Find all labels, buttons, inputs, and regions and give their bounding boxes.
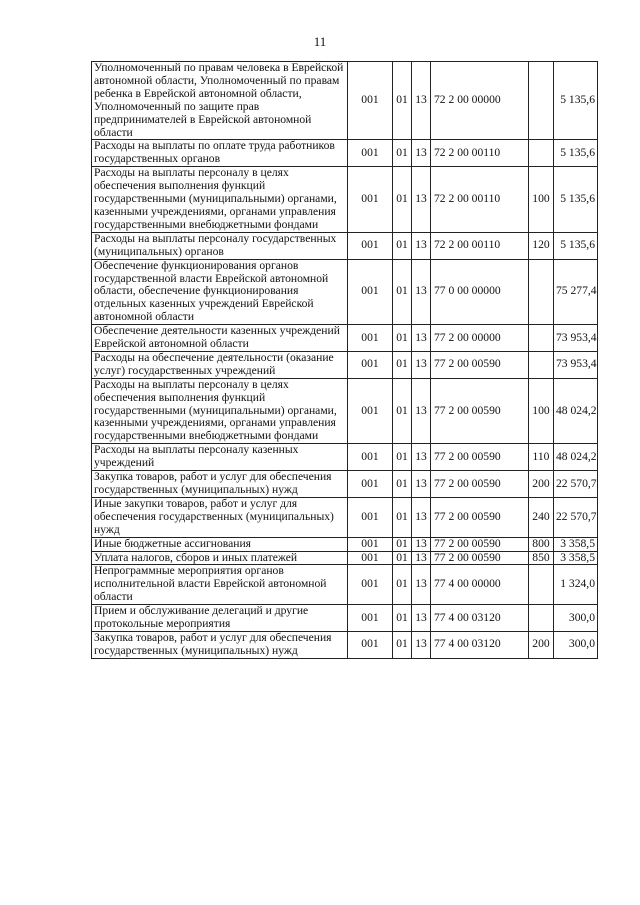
row-amount-cell: 3 358,5 — [554, 537, 598, 551]
row-amount-cell: 3 358,5 — [554, 551, 598, 565]
row-name-cell: Расходы на выплаты персоналу в целях обеспечения выполнения функций государственными (муниципальными) органами, казенными учреждениями, органами управления государственными внебюджетными фондами — [92, 167, 348, 233]
row-subsection-cell: 13 — [412, 551, 431, 565]
row-target-article-cell: 77 2 00 00590 — [431, 551, 529, 565]
table-row — [92, 259, 598, 325]
row-grbs-cell: 001 — [348, 62, 393, 140]
table-row — [92, 471, 598, 498]
row-grbs-cell: 001 — [348, 351, 393, 378]
page-number: 11 — [313, 34, 327, 49]
row-grbs-cell: 001 — [348, 605, 393, 632]
row-grbs-cell: 001 — [348, 471, 393, 498]
table-row — [92, 565, 598, 605]
row-name-cell: Иные бюджетные ассигнования — [92, 537, 348, 551]
row-name-cell: Уплата налогов, сборов и иных платежей — [92, 551, 348, 565]
row-grbs-cell: 001 — [348, 565, 393, 605]
row-subsection-cell: 13 — [412, 605, 431, 632]
row-amount-cell: 5 135,6 — [554, 140, 598, 167]
row-name-cell: Закупка товаров, работ и услуг для обеспечения государственных (муниципальных) нужд — [92, 471, 348, 498]
row-target-article-cell: 72 2 00 00110 — [431, 167, 529, 233]
row-amount-cell: 5 135,6 — [554, 167, 598, 233]
row-expense-type-cell: 240 — [529, 497, 554, 537]
row-subsection-cell: 13 — [412, 325, 431, 352]
row-amount-cell: 5 135,6 — [554, 62, 598, 140]
row-target-article-cell: 77 2 00 00590 — [431, 471, 529, 498]
table-row — [92, 497, 598, 537]
row-target-article-cell: 72 2 00 00110 — [431, 232, 529, 259]
row-target-article-cell: 77 4 00 03120 — [431, 631, 529, 658]
row-grbs-cell: 001 — [348, 444, 393, 471]
row-expense-type-cell — [529, 259, 554, 325]
row-subsection-cell: 13 — [412, 167, 431, 233]
table-row — [92, 444, 598, 471]
table-row — [92, 605, 598, 632]
row-expense-type-cell: 850 — [529, 551, 554, 565]
table-row — [92, 325, 598, 352]
table-row — [92, 140, 598, 167]
row-grbs-cell: 001 — [348, 378, 393, 444]
table-row — [92, 232, 598, 259]
row-expense-type-cell — [529, 140, 554, 167]
row-subsection-cell: 13 — [412, 444, 431, 471]
row-expense-type-cell — [529, 351, 554, 378]
row-section-cell: 01 — [393, 378, 412, 444]
row-amount-cell: 75 277,4 — [554, 259, 598, 325]
row-section-cell: 01 — [393, 537, 412, 551]
row-grbs-cell: 001 — [348, 259, 393, 325]
row-target-article-cell: 77 2 00 00590 — [431, 351, 529, 378]
row-grbs-cell: 001 — [348, 325, 393, 352]
row-name-cell: Расходы на выплаты персоналу казенных учреждений — [92, 444, 348, 471]
row-target-article-cell: 77 2 00 00000 — [431, 325, 529, 352]
row-target-article-cell: 72 2 00 00110 — [431, 140, 529, 167]
row-target-article-cell: 77 2 00 00590 — [431, 537, 529, 551]
row-amount-cell: 73 953,4 — [554, 351, 598, 378]
budget-table — [91, 61, 598, 659]
row-section-cell: 01 — [393, 631, 412, 658]
row-subsection-cell: 13 — [412, 537, 431, 551]
row-section-cell: 01 — [393, 551, 412, 565]
row-subsection-cell: 13 — [412, 140, 431, 167]
row-target-article-cell: 77 2 00 00590 — [431, 497, 529, 537]
row-subsection-cell: 13 — [412, 351, 431, 378]
row-grbs-cell: 001 — [348, 497, 393, 537]
row-name-cell: Непрограммные мероприятия органов исполнительной власти Еврейской автономной области — [92, 565, 348, 605]
row-amount-cell: 48 024,2 — [554, 378, 598, 444]
row-expense-type-cell: 200 — [529, 631, 554, 658]
row-grbs-cell: 001 — [348, 232, 393, 259]
row-expense-type-cell: 120 — [529, 232, 554, 259]
row-amount-cell: 300,0 — [554, 631, 598, 658]
row-target-article-cell: 77 2 00 00590 — [431, 378, 529, 444]
row-amount-cell: 48 024,2 — [554, 444, 598, 471]
row-name-cell: Расходы на выплаты по оплате труда работников государственных органов — [92, 140, 348, 167]
row-expense-type-cell: 100 — [529, 378, 554, 444]
row-grbs-cell: 001 — [348, 537, 393, 551]
row-name-cell: Обеспечение деятельности казенных учреждений Еврейской автономной области — [92, 325, 348, 352]
row-amount-cell: 22 570,7 — [554, 497, 598, 537]
row-section-cell: 01 — [393, 565, 412, 605]
row-amount-cell: 300,0 — [554, 605, 598, 632]
table-row — [92, 537, 598, 551]
row-expense-type-cell: 110 — [529, 444, 554, 471]
row-expense-type-cell — [529, 62, 554, 140]
table-row — [92, 378, 598, 444]
row-subsection-cell: 13 — [412, 232, 431, 259]
table-row — [92, 351, 598, 378]
row-name-cell: Расходы на выплаты персоналу в целях обеспечения выполнения функций государственными (муниципальными) органами, казенными учреждениями, органами управления государственными внебюджетными фондами — [92, 378, 348, 444]
row-grbs-cell: 001 — [348, 167, 393, 233]
row-target-article-cell: 77 0 00 00000 — [431, 259, 529, 325]
row-amount-cell: 5 135,6 — [554, 232, 598, 259]
row-section-cell: 01 — [393, 351, 412, 378]
row-amount-cell: 22 570,7 — [554, 471, 598, 498]
row-expense-type-cell — [529, 605, 554, 632]
row-expense-type-cell — [529, 565, 554, 605]
row-section-cell: 01 — [393, 471, 412, 498]
row-section-cell: 01 — [393, 167, 412, 233]
row-grbs-cell: 001 — [348, 551, 393, 565]
row-target-article-cell: 77 4 00 00000 — [431, 565, 529, 605]
row-grbs-cell: 001 — [348, 631, 393, 658]
row-section-cell: 01 — [393, 325, 412, 352]
row-target-article-cell: 77 4 00 03120 — [431, 605, 529, 632]
row-name-cell: Закупка товаров, работ и услуг для обеспечения государственных (муниципальных) нужд — [92, 631, 348, 658]
row-subsection-cell: 13 — [412, 62, 431, 140]
row-grbs-cell: 001 — [348, 140, 393, 167]
row-name-cell: Расходы на обеспечение деятельности (оказание услуг) государственных учреждений — [92, 351, 348, 378]
table-row — [92, 167, 598, 233]
table-row — [92, 62, 598, 140]
row-section-cell: 01 — [393, 232, 412, 259]
table-row — [92, 631, 598, 658]
row-section-cell: 01 — [393, 444, 412, 471]
budget-table-body — [92, 62, 598, 659]
row-name-cell: Уполномоченный по правам человека в Еврейской автономной области, Уполномоченный по правам ребенка в Еврейской автономной области, Уполномоченный по защите прав предпринимателей в Еврейской автономной области — [92, 62, 348, 140]
row-subsection-cell: 13 — [412, 259, 431, 325]
row-section-cell: 01 — [393, 497, 412, 537]
row-subsection-cell: 13 — [412, 565, 431, 605]
row-section-cell: 01 — [393, 140, 412, 167]
row-target-article-cell: 77 2 00 00590 — [431, 444, 529, 471]
row-section-cell: 01 — [393, 62, 412, 140]
row-expense-type-cell — [529, 325, 554, 352]
row-name-cell: Обеспечение функционирования органов государственной власти Еврейской автономной области, обеспечение функционирования отдельных казенных учреждений Еврейской автономной области — [92, 259, 348, 325]
row-expense-type-cell: 800 — [529, 537, 554, 551]
row-subsection-cell: 13 — [412, 471, 431, 498]
row-name-cell: Иные закупки товаров, работ и услуг для обеспечения государственных (муниципальных) нужд — [92, 497, 348, 537]
row-expense-type-cell: 100 — [529, 167, 554, 233]
row-subsection-cell: 13 — [412, 497, 431, 537]
row-name-cell: Прием и обслуживание делегаций и другие протокольные мероприятия — [92, 605, 348, 632]
row-target-article-cell: 72 2 00 00000 — [431, 62, 529, 140]
row-name-cell: Расходы на выплаты персоналу государственных (муниципальных) органов — [92, 232, 348, 259]
row-section-cell: 01 — [393, 259, 412, 325]
row-section-cell: 01 — [393, 605, 412, 632]
row-expense-type-cell: 200 — [529, 471, 554, 498]
row-subsection-cell: 13 — [412, 631, 431, 658]
row-subsection-cell: 13 — [412, 378, 431, 444]
row-amount-cell: 1 324,0 — [554, 565, 598, 605]
row-amount-cell: 73 953,4 — [554, 325, 598, 352]
table-row — [92, 551, 598, 565]
